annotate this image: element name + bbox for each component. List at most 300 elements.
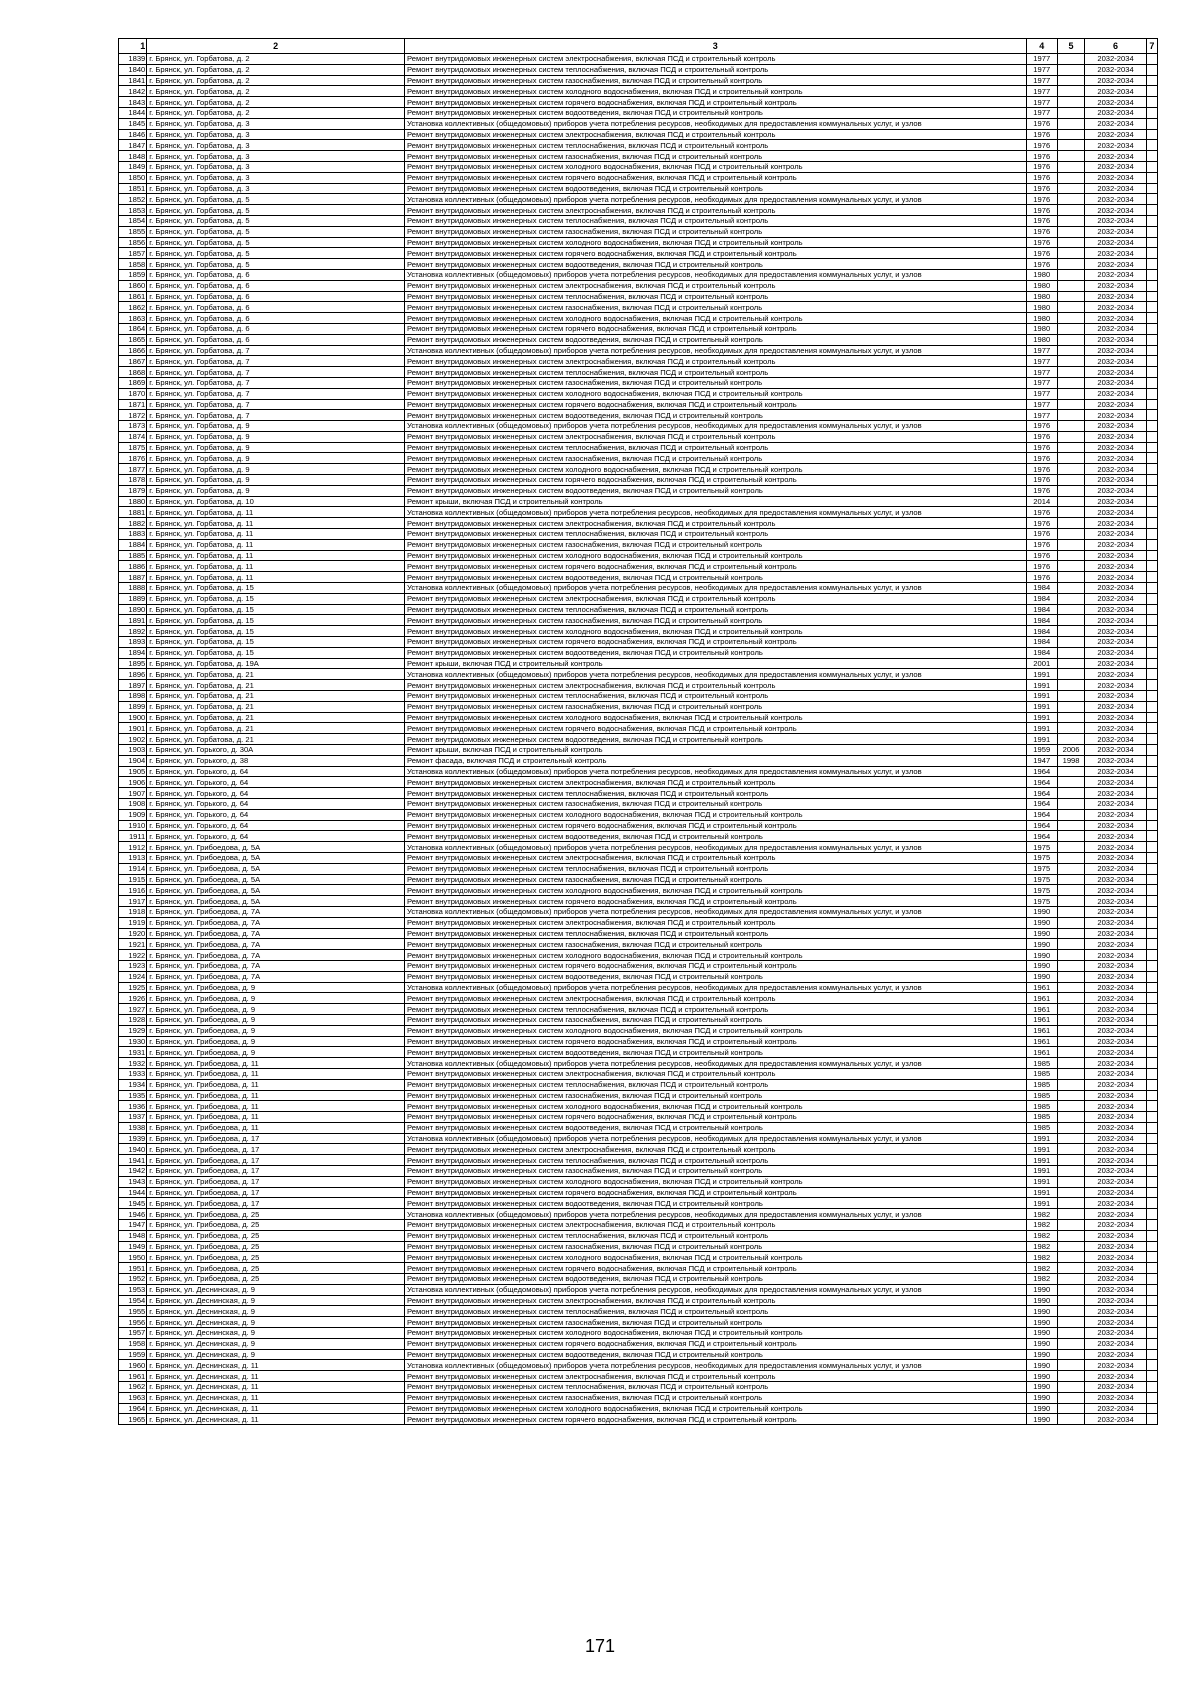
row-period: 2032-2034 bbox=[1085, 863, 1147, 874]
row-address: г. Брянск, ул. Деснинская, д. 9 bbox=[147, 1284, 405, 1295]
row-renovation-year bbox=[1057, 431, 1084, 442]
table-row bbox=[119, 1112, 1158, 1123]
row-address: г. Брянск, ул. Деснинская, д. 11 bbox=[147, 1392, 405, 1403]
row-period: 2032-2034 bbox=[1085, 1058, 1147, 1069]
row-renovation-year bbox=[1057, 788, 1084, 799]
row-renovation-year bbox=[1057, 658, 1084, 669]
row-work-type: Ремонт внутридомовых инженерных систем электроснабжения, включая ПСД и строительный контроль bbox=[405, 54, 1027, 65]
row-col-7 bbox=[1146, 1306, 1157, 1317]
row-number: 1871 bbox=[119, 399, 147, 410]
row-work-type: Ремонт внутридомовых инженерных систем теплоснабжения, включая ПСД и строительный контроль bbox=[405, 1155, 1027, 1166]
row-build-year: 1985 bbox=[1026, 1058, 1057, 1069]
row-period: 2032-2034 bbox=[1085, 485, 1147, 496]
row-number: 1890 bbox=[119, 604, 147, 615]
table-row bbox=[119, 637, 1158, 648]
row-build-year: 1990 bbox=[1026, 1382, 1057, 1393]
row-work-type: Ремонт внутридомовых инженерных систем горячего водоснабжения, включая ПСД и строительный контроль bbox=[405, 1112, 1027, 1123]
row-renovation-year bbox=[1057, 1328, 1084, 1339]
table-row bbox=[119, 1349, 1158, 1360]
table-row bbox=[119, 1144, 1158, 1155]
row-renovation-year bbox=[1057, 475, 1084, 486]
row-work-type: Ремонт внутридомовых инженерных систем горячего водоснабжения, включая ПСД и строительный контроль bbox=[405, 1414, 1027, 1425]
table-row bbox=[119, 1371, 1158, 1382]
row-address: г. Брянск, ул. Грибоедова, д. 25 bbox=[147, 1263, 405, 1274]
row-address: г. Брянск, ул. Грибоедова, д. 7А bbox=[147, 950, 405, 961]
row-work-type: Ремонт внутридомовых инженерных систем газоснабжения, включая ПСД и строительный контроль bbox=[405, 1014, 1027, 1025]
row-period: 2032-2034 bbox=[1085, 431, 1147, 442]
row-address: г. Брянск, ул. Горбатова, д. 21 bbox=[147, 680, 405, 691]
table-row bbox=[119, 453, 1158, 464]
row-period: 2032-2034 bbox=[1085, 1392, 1147, 1403]
row-address: г. Брянск, ул. Грибоедова, д. 7А bbox=[147, 928, 405, 939]
row-renovation-year: 1998 bbox=[1057, 755, 1084, 766]
row-period: 2032-2034 bbox=[1085, 226, 1147, 237]
row-period: 2032-2034 bbox=[1085, 377, 1147, 388]
table-row bbox=[119, 442, 1158, 453]
row-number: 1919 bbox=[119, 917, 147, 928]
row-work-type: Ремонт внутридомовых инженерных систем электроснабжения, включая ПСД и строительный контроль bbox=[405, 1144, 1027, 1155]
row-period: 2032-2034 bbox=[1085, 820, 1147, 831]
row-period: 2032-2034 bbox=[1085, 1004, 1147, 1015]
row-period: 2032-2034 bbox=[1085, 896, 1147, 907]
row-build-year: 1976 bbox=[1026, 118, 1057, 129]
row-work-type: Установка коллективных (общедомовых) приборов учета потребления ресурсов, необходимых для предоставления коммунальных услуг, и узлов bbox=[405, 1284, 1027, 1295]
row-col-7 bbox=[1146, 442, 1157, 453]
row-build-year: 1977 bbox=[1026, 388, 1057, 399]
row-work-type: Ремонт внутридомовых инженерных систем газоснабжения, включая ПСД и строительный контроль bbox=[405, 1166, 1027, 1177]
row-build-year: 1985 bbox=[1026, 1090, 1057, 1101]
row-address: г. Брянск, ул. Горького, д. 38 bbox=[147, 755, 405, 766]
row-renovation-year bbox=[1057, 820, 1084, 831]
row-address: г. Брянск, ул. Горького, д. 30А bbox=[147, 745, 405, 756]
row-number: 1927 bbox=[119, 1004, 147, 1015]
row-build-year: 1977 bbox=[1026, 367, 1057, 378]
row-renovation-year bbox=[1057, 280, 1084, 291]
row-col-7 bbox=[1146, 755, 1157, 766]
row-build-year: 1975 bbox=[1026, 896, 1057, 907]
row-number: 1902 bbox=[119, 734, 147, 745]
row-number: 1922 bbox=[119, 950, 147, 961]
row-col-7 bbox=[1146, 1252, 1157, 1263]
row-address: г. Брянск, ул. Грибоедова, д. 25 bbox=[147, 1252, 405, 1263]
row-number: 1931 bbox=[119, 1047, 147, 1058]
row-build-year: 1990 bbox=[1026, 939, 1057, 950]
row-address: г. Брянск, ул. Деснинская, д. 11 bbox=[147, 1382, 405, 1393]
row-col-7 bbox=[1146, 485, 1157, 496]
row-period: 2032-2034 bbox=[1085, 453, 1147, 464]
table-row bbox=[119, 496, 1158, 507]
row-address: г. Брянск, ул. Грибоедова, д. 17 bbox=[147, 1155, 405, 1166]
row-col-7 bbox=[1146, 777, 1157, 788]
row-period: 2032-2034 bbox=[1085, 1133, 1147, 1144]
row-build-year: 1990 bbox=[1026, 1328, 1057, 1339]
row-period: 2032-2034 bbox=[1085, 313, 1147, 324]
row-work-type: Ремонт внутридомовых инженерных систем водоотведения, включая ПСД и строительный контроль bbox=[405, 183, 1027, 194]
row-build-year: 1976 bbox=[1026, 421, 1057, 432]
row-address: г. Брянск, ул. Грибоедова, д. 11 bbox=[147, 1058, 405, 1069]
row-work-type: Ремонт внутридомовых инженерных систем водоотведения, включая ПСД и строительный контроль bbox=[405, 1198, 1027, 1209]
row-period: 2032-2034 bbox=[1085, 798, 1147, 809]
row-period: 2032-2034 bbox=[1085, 1220, 1147, 1231]
row-build-year: 2014 bbox=[1026, 496, 1057, 507]
row-work-type: Ремонт внутридомовых инженерных систем газоснабжения, включая ПСД и строительный контроль bbox=[405, 226, 1027, 237]
row-renovation-year bbox=[1057, 1133, 1084, 1144]
row-col-7 bbox=[1146, 831, 1157, 842]
row-work-type: Ремонт фасада, включая ПСД и строительный контроль bbox=[405, 755, 1027, 766]
row-renovation-year bbox=[1057, 496, 1084, 507]
table-row bbox=[119, 334, 1158, 345]
row-renovation-year bbox=[1057, 1112, 1084, 1123]
row-period: 2032-2034 bbox=[1085, 1382, 1147, 1393]
row-period: 2032-2034 bbox=[1085, 291, 1147, 302]
row-build-year: 1991 bbox=[1026, 1176, 1057, 1187]
row-address: г. Брянск, ул. Горбатова, д. 11 bbox=[147, 539, 405, 550]
row-period: 2032-2034 bbox=[1085, 1403, 1147, 1414]
row-col-7 bbox=[1146, 615, 1157, 626]
row-number: 1862 bbox=[119, 302, 147, 313]
row-build-year: 1977 bbox=[1026, 64, 1057, 75]
row-renovation-year bbox=[1057, 885, 1084, 896]
row-period: 2032-2034 bbox=[1085, 950, 1147, 961]
row-work-type: Установка коллективных (общедомовых) приборов учета потребления ресурсов, необходимых для предоставления коммунальных услуг, и узлов bbox=[405, 269, 1027, 280]
row-number: 1942 bbox=[119, 1166, 147, 1177]
row-col-7 bbox=[1146, 1209, 1157, 1220]
row-renovation-year bbox=[1057, 1392, 1084, 1403]
row-work-type: Ремонт внутридомовых инженерных систем газоснабжения, включая ПСД и строительный контроль bbox=[405, 1317, 1027, 1328]
row-renovation-year bbox=[1057, 529, 1084, 540]
row-number: 1910 bbox=[119, 820, 147, 831]
row-work-type: Ремонт внутридомовых инженерных систем теплоснабжения, включая ПСД и строительный контроль bbox=[405, 1079, 1027, 1090]
row-period: 2032-2034 bbox=[1085, 1166, 1147, 1177]
table-row bbox=[119, 75, 1158, 86]
row-build-year: 1990 bbox=[1026, 1349, 1057, 1360]
row-build-year: 1990 bbox=[1026, 1392, 1057, 1403]
row-work-type: Ремонт внутридомовых инженерных систем холодного водоснабжения, включая ПСД и строительный контроль bbox=[405, 464, 1027, 475]
row-renovation-year bbox=[1057, 248, 1084, 259]
row-col-7 bbox=[1146, 356, 1157, 367]
row-build-year: 1977 bbox=[1026, 399, 1057, 410]
row-period: 2032-2034 bbox=[1085, 669, 1147, 680]
row-number: 1893 bbox=[119, 637, 147, 648]
row-renovation-year bbox=[1057, 1101, 1084, 1112]
row-number: 1900 bbox=[119, 712, 147, 723]
table-row bbox=[119, 215, 1158, 226]
row-number: 1935 bbox=[119, 1090, 147, 1101]
row-period: 2032-2034 bbox=[1085, 248, 1147, 259]
row-renovation-year bbox=[1057, 1274, 1084, 1285]
row-address: г. Брянск, ул. Горбатова, д. 10 bbox=[147, 496, 405, 507]
row-build-year: 1964 bbox=[1026, 788, 1057, 799]
row-number: 1944 bbox=[119, 1187, 147, 1198]
row-build-year: 1991 bbox=[1026, 1155, 1057, 1166]
table-row bbox=[119, 896, 1158, 907]
row-address: г. Брянск, ул. Горбатова, д. 5 bbox=[147, 215, 405, 226]
row-build-year: 1976 bbox=[1026, 140, 1057, 151]
row-renovation-year bbox=[1057, 1209, 1084, 1220]
row-build-year: 1976 bbox=[1026, 237, 1057, 248]
row-period: 2032-2034 bbox=[1085, 971, 1147, 982]
row-period: 2032-2034 bbox=[1085, 842, 1147, 853]
row-renovation-year bbox=[1057, 140, 1084, 151]
row-build-year: 1976 bbox=[1026, 475, 1057, 486]
row-col-7 bbox=[1146, 399, 1157, 410]
row-number: 1926 bbox=[119, 993, 147, 1004]
row-renovation-year bbox=[1057, 896, 1084, 907]
row-col-7 bbox=[1146, 1338, 1157, 1349]
row-period: 2032-2034 bbox=[1085, 1025, 1147, 1036]
row-renovation-year bbox=[1057, 982, 1084, 993]
row-number: 1916 bbox=[119, 885, 147, 896]
row-col-7 bbox=[1146, 1047, 1157, 1058]
table-row bbox=[119, 1025, 1158, 1036]
row-period: 2032-2034 bbox=[1085, 1263, 1147, 1274]
row-number: 1912 bbox=[119, 842, 147, 853]
row-work-type: Установка коллективных (общедомовых) приборов учета потребления ресурсов, необходимых для предоставления коммунальных услуг, и узлов bbox=[405, 1133, 1027, 1144]
row-col-7 bbox=[1146, 323, 1157, 334]
row-work-type: Ремонт внутридомовых инженерных систем газоснабжения, включая ПСД и строительный контроль bbox=[405, 75, 1027, 86]
row-col-7 bbox=[1146, 518, 1157, 529]
table-row bbox=[119, 723, 1158, 734]
row-period: 2032-2034 bbox=[1085, 1338, 1147, 1349]
row-col-7 bbox=[1146, 561, 1157, 572]
row-col-7 bbox=[1146, 572, 1157, 583]
row-period: 2032-2034 bbox=[1085, 205, 1147, 216]
table-body bbox=[119, 54, 1158, 1425]
row-period: 2032-2034 bbox=[1085, 647, 1147, 658]
row-period: 2032-2034 bbox=[1085, 906, 1147, 917]
row-number: 1882 bbox=[119, 518, 147, 529]
row-renovation-year bbox=[1057, 906, 1084, 917]
row-number: 1895 bbox=[119, 658, 147, 669]
table-row bbox=[119, 788, 1158, 799]
row-period: 2032-2034 bbox=[1085, 1144, 1147, 1155]
row-build-year: 1964 bbox=[1026, 798, 1057, 809]
row-renovation-year bbox=[1057, 917, 1084, 928]
row-renovation-year bbox=[1057, 1198, 1084, 1209]
row-period: 2032-2034 bbox=[1085, 269, 1147, 280]
row-address: г. Брянск, ул. Грибоедова, д. 5А bbox=[147, 863, 405, 874]
row-renovation-year bbox=[1057, 367, 1084, 378]
row-renovation-year bbox=[1057, 507, 1084, 518]
row-period: 2032-2034 bbox=[1085, 852, 1147, 863]
row-number: 1872 bbox=[119, 410, 147, 421]
row-address: г. Брянск, ул. Деснинская, д. 11 bbox=[147, 1360, 405, 1371]
row-col-7 bbox=[1146, 928, 1157, 939]
table-row bbox=[119, 183, 1158, 194]
row-work-type: Ремонт внутридомовых инженерных систем горячего водоснабжения, включая ПСД и строительный контроль bbox=[405, 399, 1027, 410]
row-number: 1846 bbox=[119, 129, 147, 140]
table-row bbox=[119, 993, 1158, 1004]
row-address: г. Брянск, ул. Горбатова, д. 11 bbox=[147, 518, 405, 529]
row-period: 2032-2034 bbox=[1085, 529, 1147, 540]
row-period: 2032-2034 bbox=[1085, 701, 1147, 712]
row-renovation-year bbox=[1057, 1295, 1084, 1306]
row-work-type: Ремонт внутридомовых инженерных систем газоснабжения, включая ПСД и строительный контроль bbox=[405, 453, 1027, 464]
row-address: г. Брянск, ул. Горбатова, д. 3 bbox=[147, 129, 405, 140]
row-renovation-year bbox=[1057, 151, 1084, 162]
row-work-type: Ремонт внутридомовых инженерных систем водоотведения, включая ПСД и строительный контроль bbox=[405, 971, 1027, 982]
row-build-year: 1961 bbox=[1026, 993, 1057, 1004]
row-number: 1884 bbox=[119, 539, 147, 550]
row-build-year: 1991 bbox=[1026, 691, 1057, 702]
row-period: 2032-2034 bbox=[1085, 1252, 1147, 1263]
row-period: 2032-2034 bbox=[1085, 550, 1147, 561]
row-build-year: 1991 bbox=[1026, 701, 1057, 712]
table-row bbox=[119, 1004, 1158, 1015]
row-work-type: Ремонт внутридомовых инженерных систем холодного водоснабжения, включая ПСД и строительный контроль bbox=[405, 1252, 1027, 1263]
row-address: г. Брянск, ул. Горького, д. 64 bbox=[147, 788, 405, 799]
row-period: 2032-2034 bbox=[1085, 1112, 1147, 1123]
row-number: 1930 bbox=[119, 1036, 147, 1047]
row-col-7 bbox=[1146, 475, 1157, 486]
row-number: 1897 bbox=[119, 680, 147, 691]
row-number: 1943 bbox=[119, 1176, 147, 1187]
row-number: 1951 bbox=[119, 1263, 147, 1274]
row-col-7 bbox=[1146, 64, 1157, 75]
row-period: 2032-2034 bbox=[1085, 917, 1147, 928]
row-work-type: Установка коллективных (общедомовых) приборов учета потребления ресурсов, необходимых для предоставления коммунальных услуг, и узлов bbox=[405, 583, 1027, 594]
row-build-year: 1975 bbox=[1026, 863, 1057, 874]
row-build-year: 1982 bbox=[1026, 1263, 1057, 1274]
row-work-type: Ремонт внутридомовых инженерных систем теплоснабжения, включая ПСД и строительный контроль bbox=[405, 140, 1027, 151]
row-renovation-year bbox=[1057, 539, 1084, 550]
row-number: 1844 bbox=[119, 107, 147, 118]
row-work-type: Ремонт внутридомовых инженерных систем водоотведения, включая ПСД и строительный контроль bbox=[405, 334, 1027, 345]
row-work-type: Установка коллективных (общедомовых) приборов учета потребления ресурсов, необходимых для предоставления коммунальных услуг, и узлов bbox=[405, 194, 1027, 205]
row-number: 1841 bbox=[119, 75, 147, 86]
row-address: г. Брянск, ул. Грибоедова, д. 25 bbox=[147, 1274, 405, 1285]
row-build-year: 1977 bbox=[1026, 75, 1057, 86]
row-period: 2032-2034 bbox=[1085, 755, 1147, 766]
table-row bbox=[119, 1382, 1158, 1393]
row-build-year: 1964 bbox=[1026, 820, 1057, 831]
row-build-year: 1985 bbox=[1026, 1112, 1057, 1123]
table-row bbox=[119, 1101, 1158, 1112]
row-address: г. Брянск, ул. Горбатова, д. 6 bbox=[147, 313, 405, 324]
header-col-7: 7 bbox=[1146, 39, 1157, 54]
row-renovation-year bbox=[1057, 1004, 1084, 1015]
row-build-year: 1991 bbox=[1026, 669, 1057, 680]
row-number: 1879 bbox=[119, 485, 147, 496]
row-address: г. Брянск, ул. Деснинская, д. 9 bbox=[147, 1338, 405, 1349]
row-build-year: 1984 bbox=[1026, 583, 1057, 594]
row-work-type: Установка коллективных (общедомовых) приборов учета потребления ресурсов, необходимых для предоставления коммунальных услуг, и узлов bbox=[405, 507, 1027, 518]
row-number: 1889 bbox=[119, 593, 147, 604]
row-address: г. Брянск, ул. Горбатова, д. 2 bbox=[147, 75, 405, 86]
row-address: г. Брянск, ул. Грибоедова, д. 5А bbox=[147, 896, 405, 907]
row-col-7 bbox=[1146, 140, 1157, 151]
row-build-year: 1990 bbox=[1026, 1317, 1057, 1328]
row-renovation-year bbox=[1057, 798, 1084, 809]
table-row bbox=[119, 745, 1158, 756]
row-work-type: Ремонт крыши, включая ПСД и строительный контроль bbox=[405, 745, 1027, 756]
row-build-year: 1961 bbox=[1026, 1025, 1057, 1036]
row-work-type: Ремонт внутридомовых инженерных систем водоотведения, включая ПСД и строительный контроль bbox=[405, 1349, 1027, 1360]
row-period: 2032-2034 bbox=[1085, 129, 1147, 140]
row-renovation-year bbox=[1057, 302, 1084, 313]
row-col-7 bbox=[1146, 1284, 1157, 1295]
row-build-year: 2001 bbox=[1026, 658, 1057, 669]
row-build-year: 1976 bbox=[1026, 205, 1057, 216]
row-build-year: 1977 bbox=[1026, 97, 1057, 108]
row-build-year: 1990 bbox=[1026, 1414, 1057, 1425]
row-period: 2032-2034 bbox=[1085, 939, 1147, 950]
row-number: 1952 bbox=[119, 1274, 147, 1285]
row-address: г. Брянск, ул. Грибоедова, д. 9 bbox=[147, 1036, 405, 1047]
row-address: г. Брянск, ул. Горбатова, д. 3 bbox=[147, 151, 405, 162]
row-col-7 bbox=[1146, 1058, 1157, 1069]
row-col-7 bbox=[1146, 86, 1157, 97]
table-row bbox=[119, 1036, 1158, 1047]
row-col-7 bbox=[1146, 658, 1157, 669]
row-number: 1913 bbox=[119, 852, 147, 863]
row-address: г. Брянск, ул. Деснинская, д. 9 bbox=[147, 1349, 405, 1360]
row-col-7 bbox=[1146, 377, 1157, 388]
row-number: 1866 bbox=[119, 345, 147, 356]
row-period: 2032-2034 bbox=[1085, 561, 1147, 572]
row-build-year: 1976 bbox=[1026, 215, 1057, 226]
table-row bbox=[119, 172, 1158, 183]
row-build-year: 1990 bbox=[1026, 917, 1057, 928]
row-col-7 bbox=[1146, 1220, 1157, 1231]
row-work-type: Ремонт внутридомовых инженерных систем электроснабжения, включая ПСД и строительный контроль bbox=[405, 280, 1027, 291]
row-number: 1949 bbox=[119, 1241, 147, 1252]
table-row bbox=[119, 291, 1158, 302]
table-row bbox=[119, 1241, 1158, 1252]
row-renovation-year bbox=[1057, 1382, 1084, 1393]
row-renovation-year: 2006 bbox=[1057, 745, 1084, 756]
row-address: г. Брянск, ул. Грибоедова, д. 5А bbox=[147, 852, 405, 863]
table-row bbox=[119, 1047, 1158, 1058]
row-build-year: 1977 bbox=[1026, 86, 1057, 97]
row-col-7 bbox=[1146, 172, 1157, 183]
table-row bbox=[119, 1230, 1158, 1241]
header-col-2: 2 bbox=[147, 39, 405, 54]
row-number: 1898 bbox=[119, 691, 147, 702]
table-row bbox=[119, 118, 1158, 129]
row-period: 2032-2034 bbox=[1085, 993, 1147, 1004]
row-work-type: Ремонт внутридомовых инженерных систем водоотведения, включая ПСД и строительный контроль bbox=[405, 410, 1027, 421]
row-work-type: Ремонт внутридомовых инженерных систем электроснабжения, включая ПСД и строительный контроль bbox=[405, 129, 1027, 140]
table-row bbox=[119, 140, 1158, 151]
table-row bbox=[119, 356, 1158, 367]
row-build-year: 1991 bbox=[1026, 1133, 1057, 1144]
row-number: 1957 bbox=[119, 1328, 147, 1339]
row-period: 2032-2034 bbox=[1085, 539, 1147, 550]
table-row bbox=[119, 475, 1158, 486]
row-work-type: Ремонт внутридомовых инженерных систем теплоснабжения, включая ПСД и строительный контроль bbox=[405, 928, 1027, 939]
header-col-6: 6 bbox=[1085, 39, 1147, 54]
row-address: г. Брянск, ул. Горбатова, д. 5 bbox=[147, 248, 405, 259]
row-address: г. Брянск, ул. Грибоедова, д. 17 bbox=[147, 1187, 405, 1198]
row-renovation-year bbox=[1057, 960, 1084, 971]
row-work-type: Ремонт внутридомовых инженерных систем электроснабжения, включая ПСД и строительный контроль bbox=[405, 917, 1027, 928]
table-row bbox=[119, 1176, 1158, 1187]
row-number: 1887 bbox=[119, 572, 147, 583]
row-col-7 bbox=[1146, 1004, 1157, 1015]
table-row bbox=[119, 1284, 1158, 1295]
row-period: 2032-2034 bbox=[1085, 345, 1147, 356]
row-number: 1954 bbox=[119, 1295, 147, 1306]
row-period: 2032-2034 bbox=[1085, 626, 1147, 637]
row-renovation-year bbox=[1057, 1187, 1084, 1198]
row-number: 1921 bbox=[119, 939, 147, 950]
row-number: 1904 bbox=[119, 755, 147, 766]
row-period: 2032-2034 bbox=[1085, 118, 1147, 129]
row-col-7 bbox=[1146, 183, 1157, 194]
row-number: 1856 bbox=[119, 237, 147, 248]
row-period: 2032-2034 bbox=[1085, 1155, 1147, 1166]
